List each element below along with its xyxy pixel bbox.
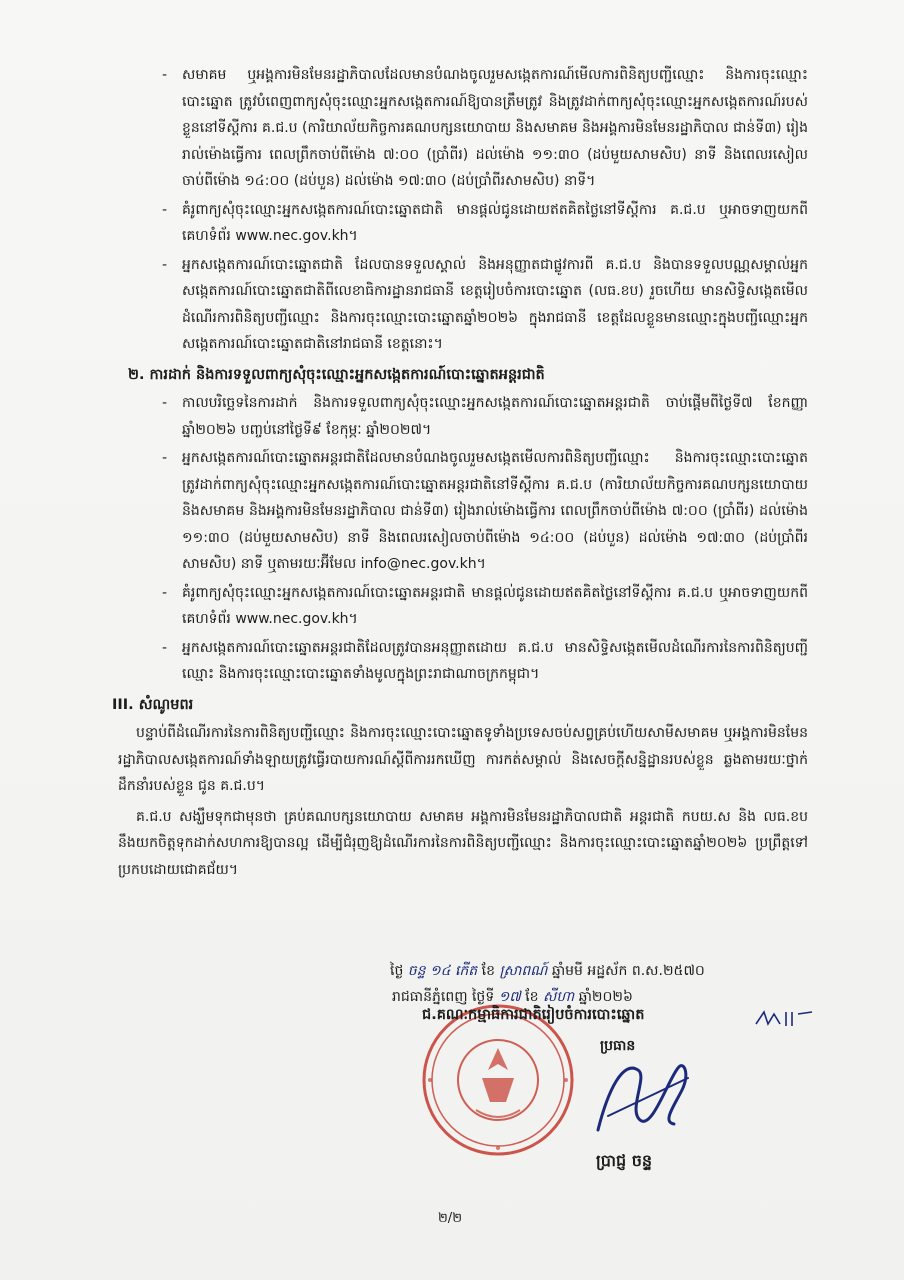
list-item: - អ្នកសង្កេតការណ៍បោះឆ្នោតអន្តរជាតិដែលត្រូវបានអនុញ្ញាតដោយ គ.ជ.ប មានសិទ្ធិសង្កេតមើលដំណើរការនៃការពិនិត្យបញ្ជីឈ្មោះ និងការចុះឈ្មោះបោះឆ្នោតទាំងមូលក្នុងព្រះរាជាណាចក្រកម្ពុជា។ <box>118 635 808 688</box>
solar-prefix: រាជធានីភ្នំពេញ ថ្ងៃទី <box>392 989 495 1005</box>
paragraph: បន្ទាប់ពីដំណើរការនៃការពិនិត្យបញ្ជីឈ្មោះ និងការចុះឈ្មោះបោះឆ្នោតទូទាំងប្រទេសចប់សព្វគ្រប់ហើយសាមីសមាគម ឬអង្គការមិនមែនរដ្ឋាភិបាលសង្កេតការណ៍ទាំងឡាយត្រូវធ្វើរបាយការណ៍ស្តីពីការរកឃើញ ការកត់សម្គាល់ និងសេចក្តីសន្និដ្ឋានរបស់ខ្លួន ឆ្លងតាមរយៈថ្នាក់ដឹកនាំរបស់ខ្លួន ជូន គ.ជ.ប។ <box>118 725 808 794</box>
initials-signature-icon <box>752 1008 822 1030</box>
list-item: - គំរូពាក្យសុំចុះឈ្មោះអ្នកសង្កេតការណ៍បោះឆ្នោតជាតិ មានផ្តល់ជូនដោយឥតគិតថ្លៃនៅទីស្តីការ គ.ជ.ប ឬអាចទាញយកពីគេហទំព័រ www.nec.gov.kh។ <box>118 197 808 250</box>
signatory-name: ប្រាជ្ញ ចន្ទ <box>596 1151 653 1170</box>
signatory-title: ប្រធាន <box>600 1038 636 1054</box>
handwritten-solar-day: ១៧ <box>498 989 521 1005</box>
organization-name: ជ.គណៈកម្មាធិការជាតិរៀបចំការបោះឆ្នោត <box>422 1007 645 1023</box>
lunar-suffix: ឆ្នាំមមី អដ្ឋស័ក ព.ស.២៥៧០ <box>551 963 705 979</box>
handwritten-lunar-day: ចន្ទ ១៤ កើត <box>407 963 478 979</box>
page-number: ២/២ <box>437 1211 463 1226</box>
section-heading: ២. ការដាក់ និងការទទួលពាក្យសុំចុះឈ្មោះអ្នកសង្កេតការណ៍បោះឆ្នោតអន្តរជាតិ <box>128 366 545 383</box>
lunar-prefix: ថ្ងៃ <box>390 963 404 979</box>
paragraph: គ.ជ.ប សង្ឃឹមទុកជាមុនថា គ្រប់គណបក្សនយោបាយ សមាគម អង្គការមិនមែនរដ្ឋាភិបាលជាតិ អន្តរជាតិ កបយ.ស និង លធ.ខប នឹងយកចិត្តទុកដាក់សហការឱ្យបានល្អ ដើម្បីជំរុញឱ្យដំណើរការនៃការពិនិត្យបញ្ជីឈ្មោះ និងការចុះឈ្មោះបោះឆ្នោតឆ្នាំ២០២៦ ប្រព្រឹត្តទៅប្រកបដោយជោគជ័យ។ <box>118 808 808 878</box>
handwritten-lunar-month: ស្រាពណ៍ <box>499 963 548 979</box>
handwritten-solar-month: សីហា <box>543 989 575 1005</box>
list-item: - សមាគម ឬអង្គការមិនមែនរដ្ឋាភិបាលដែលមានបំណងចូលរួមសង្កេតការណ៍មើលការពិនិត្យបញ្ជីឈ្មោះ និងការចុះឈ្មោះបោះឆ្នោត ត្រូវបំពេញពាក្យសុំចុះឈ្មោះអ្នកសង្កេតការណ៍ឱ្យបានត្រឹមត្រូវ និងត្រូវដាក់ពាក្យសុំចុះឈ្មោះអ្នកសង្កេតការណ៍របស់ខ្លួននៅទីស្តីការ គ.ជ.ប (ការិយាល័យកិច្ចការគណបក្សនយោបាយ និងសមាគម និងអង្គការមិនមែនរដ្ឋាភិបាល ជាន់ទី៣) រៀងរាល់ម៉ោងធ្វើការ ពេលព្រឹកចាប់ពីម៉ោង ៧:០០ (ប្រាំពីរ) ដល់ម៉ោង ១១:៣០ (ដប់មួយសាមសិប) នាទី និងពេលរសៀលចាប់ពីម៉ោង ១៤:០០ (ដប់បួន) ដល់ម៉ោង ១៧:៣០ (ដប់ប្រាំពីរសាមសិប) នាទី។ <box>118 62 808 195</box>
section-heading: III. សំណូមពរ <box>112 696 194 713</box>
list-item: - អ្នកសង្កេតការណ៍បោះឆ្នោតជាតិ ដែលបានទទួលស្គាល់ និងអនុញ្ញាតជាផ្លូវការពី គ.ជ.ប និងបានទទួលបណ្ណសម្គាល់អ្នកសង្កេតការណ៍បោះឆ្នោតជាតិពីលេខាធិការដ្ឋានរាជធានី ខេត្តរៀបចំការបោះឆ្នោត (លធ.ខប) រួចហើយ មានសិទ្ធិសង្កេតមើលដំណើរការពិនិត្យបញ្ជីឈ្មោះ និងការចុះឈ្មោះបោះឆ្នោតឆ្នាំ២០២៦ ក្នុងរាជធានី ខេត្តដែលខ្លួនមានឈ្មោះក្នុងបញ្ជីឈ្មោះអ្នកសង្កេតការណ៍បោះឆ្នោតជាតិនៅរាជធានី ខេត្តនោះ។ <box>118 252 808 358</box>
list-item: - គំរូពាក្យសុំចុះឈ្មោះអ្នកសង្កេតការណ៍បោះឆ្នោតអន្តរជាតិ មានផ្តល់ជូនដោយឥតគិតថ្លៃនៅទីស្តីការ គ.ជ.ប ឬអាចទាញយកពីគេហទំព័រ www.nec.gov.kh។ <box>118 580 808 633</box>
list-item: - កាលបរិច្ឆេទនៃការដាក់ និងការទទួលពាក្យសុំចុះឈ្មោះអ្នកសង្កេតការណ៍បោះឆ្នោតអន្តរជាតិ ចាប់ផ្តើមពីថ្ងៃទី៧ ខែកញ្ញា ឆ្នាំ២០២៦ បញ្ចប់នៅថ្ងៃទី៩ ខែកុម្ភៈ ឆ្នាំ២០២៧។ <box>118 390 808 443</box>
lunar-date-line <box>390 958 830 984</box>
solar-suffix: ឆ្នាំ២០២៦ <box>578 989 633 1005</box>
document-body <box>112 62 809 883</box>
solar-month-prefix: ខែ <box>525 989 539 1005</box>
signature-icon <box>578 1050 708 1140</box>
list-item: - អ្នកសង្កេតការណ៍បោះឆ្នោតអន្តរជាតិដែលមានបំណងចូលរួមសង្កេតមើលការពិនិត្យបញ្ជីឈ្មោះ និងការចុះឈ្មោះបោះឆ្នោត ត្រូវដាក់ពាក្យសុំចុះឈ្មោះអ្នកសង្កេតការណ៍បោះឆ្នោតអន្តរជាតិនៅទីស្តីការ គ.ជ.ប (ការិយាល័យកិច្ចការគណបក្សនយោបាយ និងសមាគម និងអង្គការមិនមែនរដ្ឋាភិបាល ជាន់ទី៣) រៀងរាល់ម៉ោងធ្វើការ ពេលព្រឹកចាប់ពីម៉ោង ៧:០០ (ប្រាំពីរ) ដល់ម៉ោង ១១:៣០ (ដប់មួយសាមសិប) នាទី និងពេលរសៀលចាប់ពីម៉ោង ១៤:០០ (ដប់បួន) ដល់ម៉ោង ១៧:៣០ (ដប់ប្រាំពីរសាមសិប) នាទី ឬតាមរយៈអ៊ីមែល info@nec.gov.kh។ <box>118 445 808 578</box>
lunar-month-prefix: ខែ <box>481 963 495 979</box>
